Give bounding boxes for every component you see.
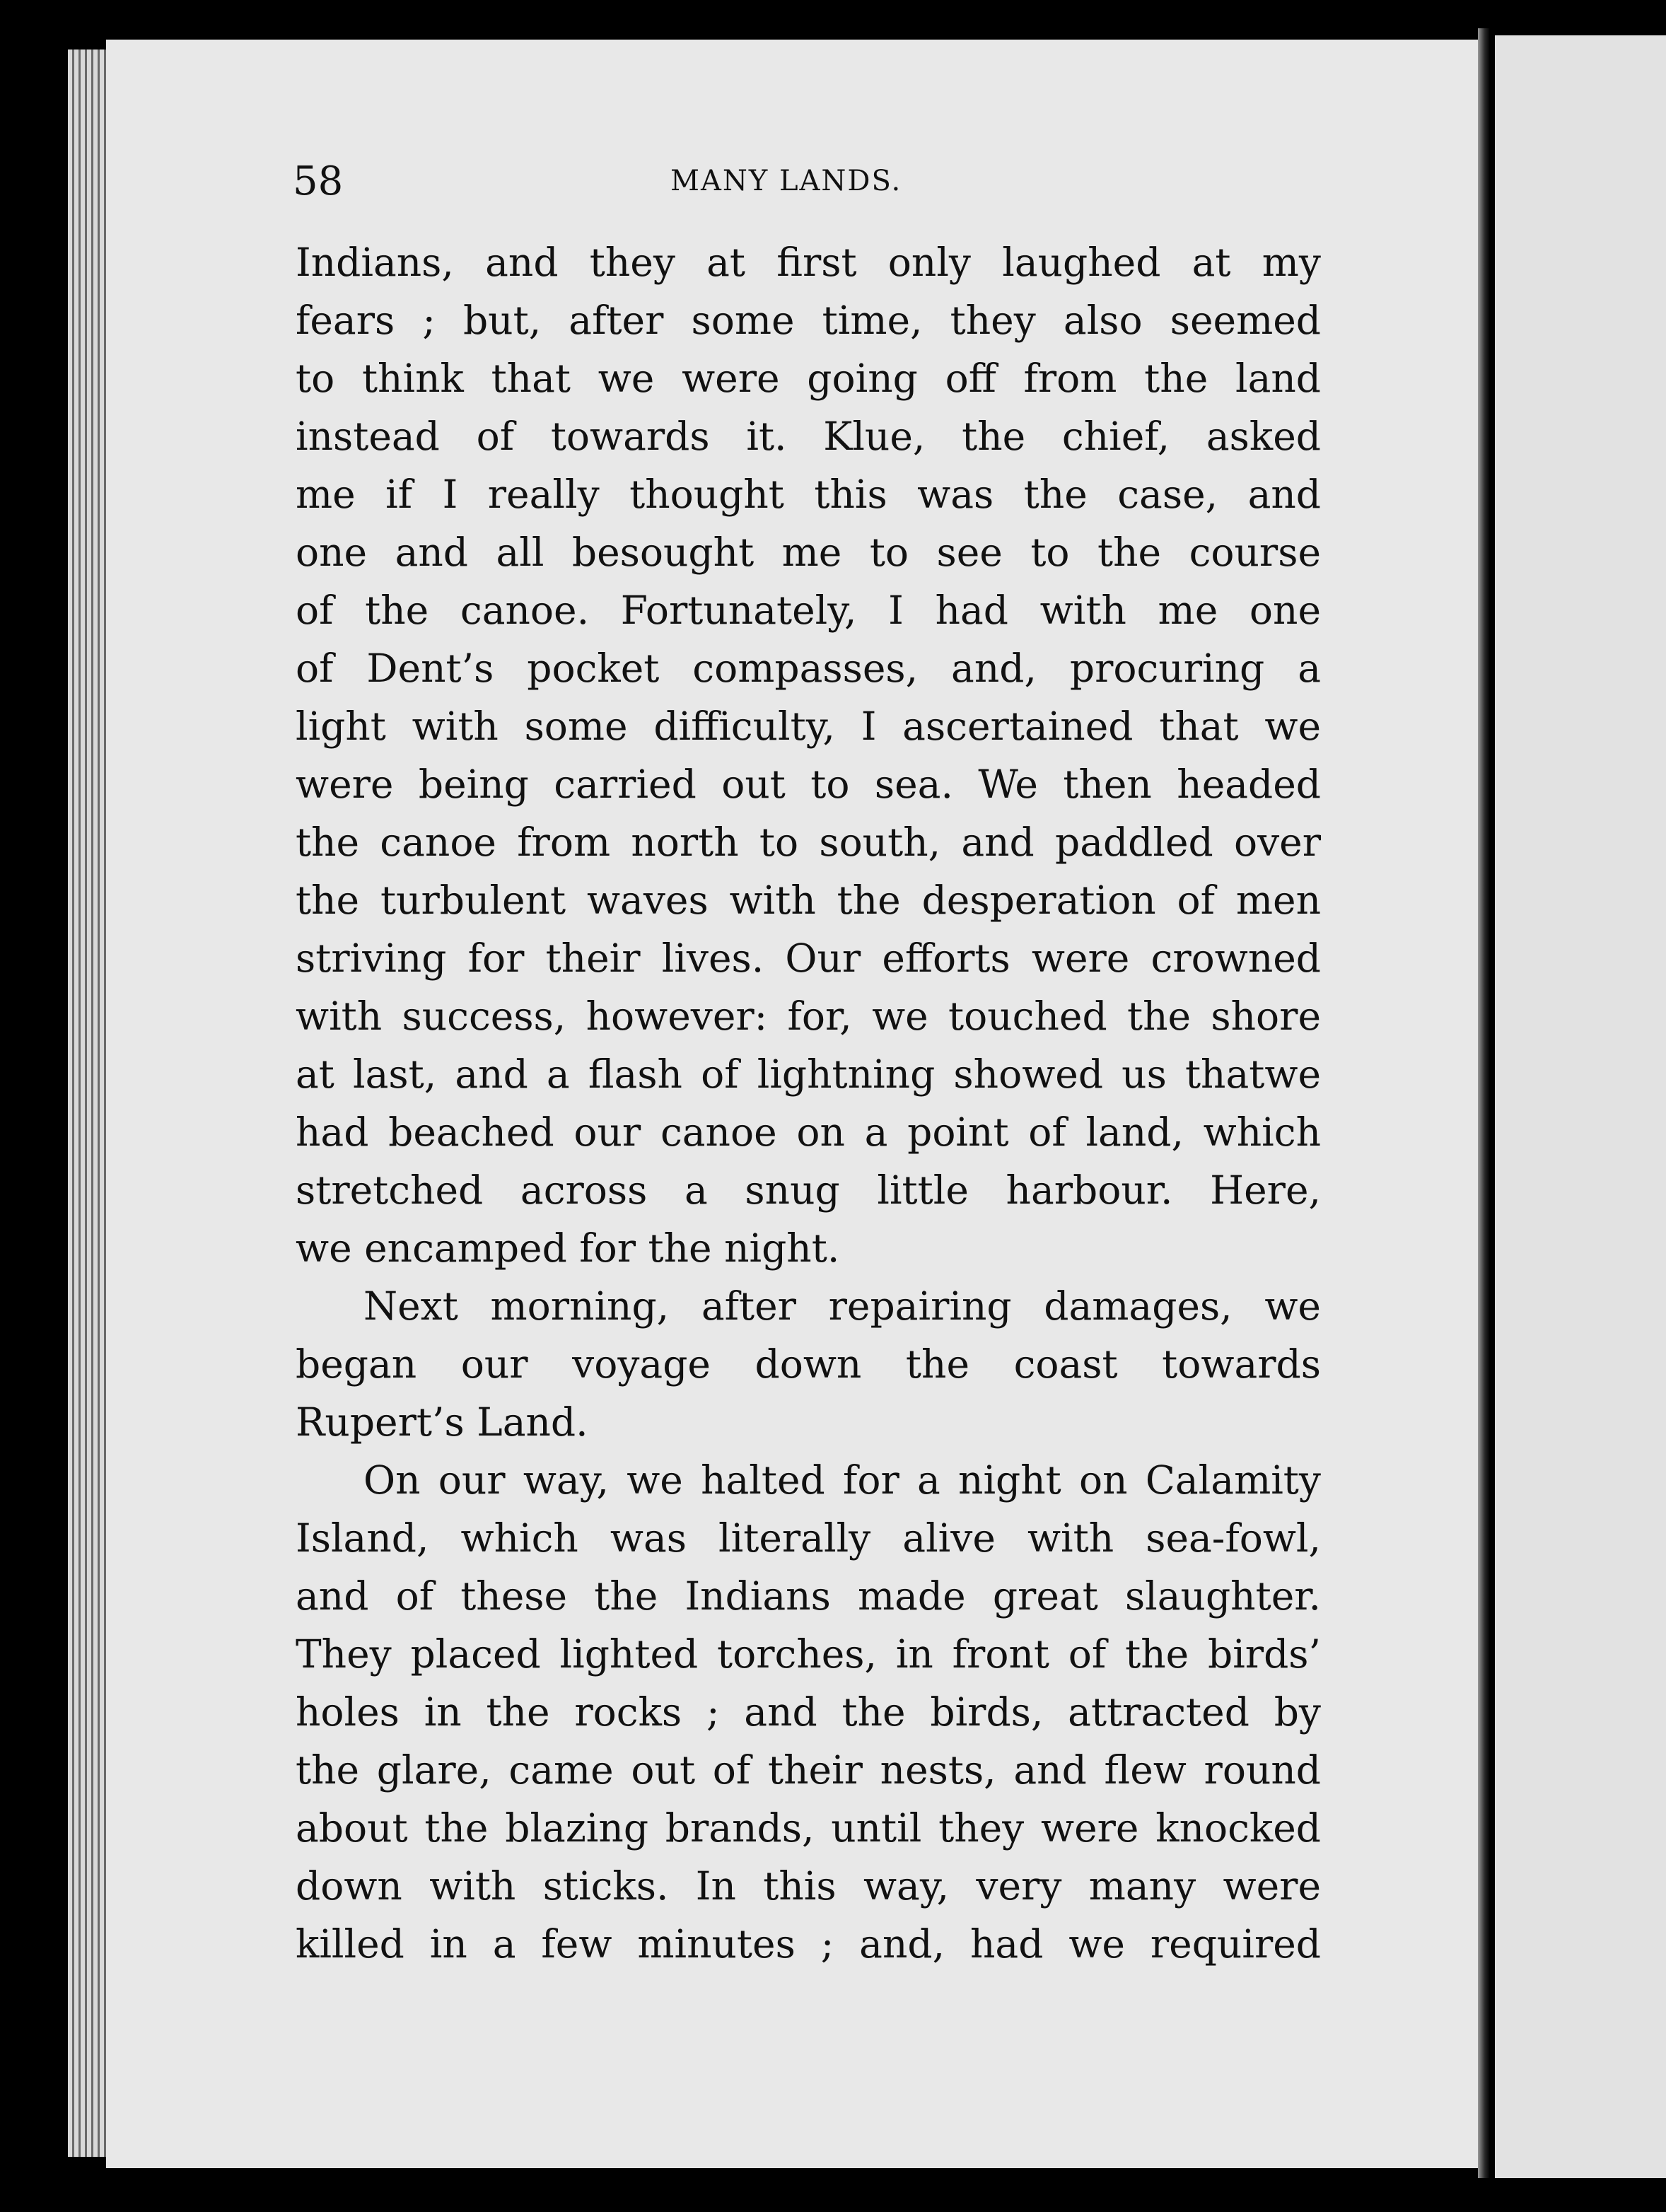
text-line: and of these the Indians made great slaughter. [296,1573,1321,1619]
text-line: holes in the rocks ; and the birds, attracted by [296,1689,1321,1735]
text-line: had beached our canoe on a point of land, which [296,1110,1321,1155]
text-line: fears ; but, after some time, they also seemed [296,298,1321,343]
text-line: about the blazing brands, until they were knocked [296,1805,1321,1851]
text-line: the glare, came out of their nests, and flew round [296,1747,1321,1793]
book-gutter [1478,28,1495,2178]
text-line: killed in a few minutes ; and, had we required [296,1921,1321,1967]
text-line: stretched across a snug little harbour. Here, [296,1168,1321,1213]
text-line: at last, and a flash of lightning showed us thatwe [296,1052,1321,1097]
text-line: began our voyage down the coast towards [296,1341,1321,1387]
body-text [296,233,1321,1973]
text-line: the canoe from north to south, and paddled over [296,820,1321,865]
text-line: On our way, we halted for a night on Calamity [363,1457,1321,1503]
text-line: me if I really thought this was the case, and [296,472,1321,517]
text-line: Island, which was literally alive with sea-fowl, [296,1515,1321,1561]
text-line: were being carried out to sea. We then headed [296,762,1321,807]
text-line: They placed lighted torches, in front of the birds’ [296,1631,1321,1677]
running-head: MANY LANDS. [670,165,902,197]
text-line: down with sticks. In this way, very many were [296,1863,1321,1909]
text-line: Next morning, after repairing damages, we [363,1283,1321,1329]
page-header [293,150,1325,214]
text-line: light with some difficulty, I ascertained that we [296,704,1321,749]
text-line: we encamped for the night. [296,1226,840,1271]
text-line: Rupert’s Land. [296,1399,588,1445]
page-number: 58 [293,158,344,204]
facing-page [1495,35,1666,2178]
text-line: instead of towards it. Klue, the chief, asked [296,414,1321,459]
text-line: Indians, and they at first only laughed at my [296,240,1321,285]
text-line: one and all besought me to see to the course [296,530,1321,575]
text-line: the turbulent waves with the desperation of men [296,878,1321,923]
text-line: of Dent’s pocket compasses, and, procuring a [296,646,1321,691]
text-line: to think that we were going off from the land [296,356,1321,401]
text-line: with success, however: for, we touched the shore [296,994,1321,1039]
text-line: of the canoe. Fortunately, I had with me one [296,588,1321,633]
text-line: striving for their lives. Our efforts were crowned [296,936,1321,981]
